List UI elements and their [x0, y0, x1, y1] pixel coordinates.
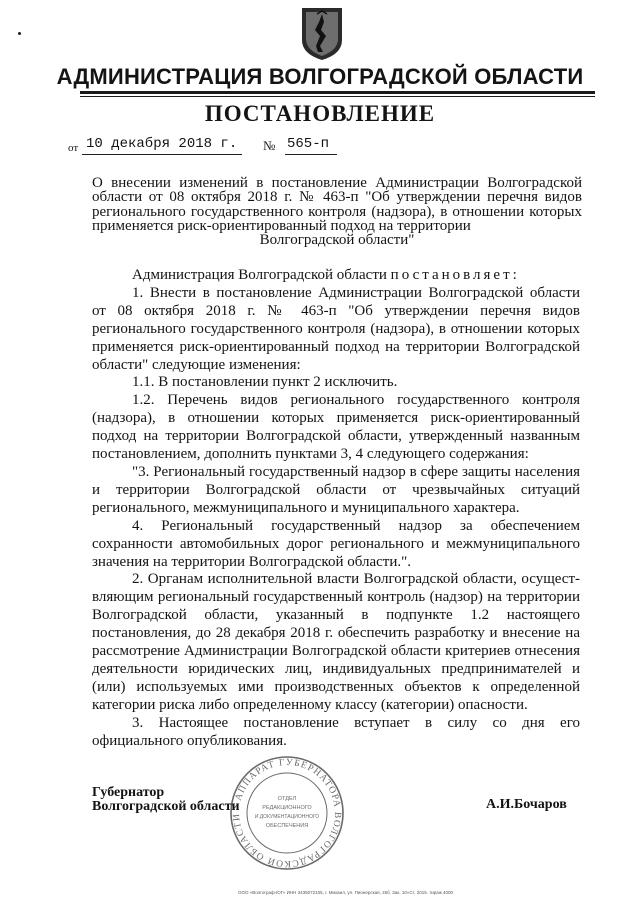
paragraph-2: 2. Органам исполнительной власти Волгоградской области, осущест-вляющим региональный государственный контроль (надзор) на территории Волгоградской области, указанный в подпункте 1.2 настоящего постановления, до 28 декабря 2018 г. обеспечить разработку и внесение на рассмотрение Администрации Волгоградской области критериев отнесения деятельности юридических лиц, индивидуальных предпринимателей и (или) используемых ими производственных объектов к определенной категории риска либо определенному классу (категории) опасности.	[92, 571, 580, 713]
paragraph-1-2: 1.2. Перечень видов регионального государственного контроля (надзора), в отношении которых применяется риск-ориентированный подход на территории Волгоградской области, утвержденный названным постановлением, дополнить пунктами 3, 4 следующего содержания:	[92, 392, 580, 463]
scan-speck	[18, 32, 21, 35]
date-prefix: от	[68, 142, 79, 154]
preamble	[92, 267, 580, 285]
seal-inner-line-2: РЕДАКЦИОННОГО	[262, 805, 312, 811]
number-underline	[285, 154, 337, 155]
preamble-decree: постановляет:	[390, 267, 520, 283]
signatory-region: Волгоградской области	[92, 799, 240, 814]
document-type: ПОСТАНОВЛЕНИЕ	[204, 101, 436, 126]
seal-inner-line-1: ОТДЕЛ	[277, 796, 297, 802]
signatory-name: А.И.Бочаров	[486, 797, 567, 812]
document-body	[92, 267, 580, 750]
paragraph-item-4: 4. Региональный государственный надзор за обеспечением сохранности автомобильных дорог регионального и межмуниципального значения на территории Волгоградской области.".	[92, 517, 580, 570]
preamble-start: Администрация Волгоградской области	[132, 267, 391, 283]
date-underline	[82, 154, 242, 155]
header-rule-thick	[80, 91, 595, 94]
paragraph-3: 3. Настоящее постановление вступает в силу со дня его официального опубликования.	[92, 714, 580, 749]
paragraph-item-3: "3. Региональный государственный надзор в сфере защиты населения и территории Волгоградской области от чрезвычайных ситуаций регионального, межмуниципального и муниципального характера.	[92, 463, 580, 516]
paragraph-1: 1. Внести в постановление Администрации Волгоградской области от 08 октября 2018 г. № 463-п "Об утверждении перечня видов регионального государственного контроля (надзора), в отношении которых применяется риск-ориентированный подход на территории Волгоградской области" следующие изменения:	[92, 284, 580, 373]
number-prefix: №	[263, 138, 276, 153]
seal-outer-text: АППАРАТ ГУБЕРНАТОРА ВОЛГОГРАДСКОЙ ОБЛАСТИ	[231, 757, 343, 869]
document-date: 10 декабря 2018 г.	[86, 136, 238, 152]
volgograd-coat-of-arms-icon	[300, 6, 344, 62]
seal-inner-line-3: И ДОКУМЕНТАЦИОННОГО	[254, 814, 320, 820]
document-number: 565-п	[287, 136, 330, 152]
document-subject	[92, 176, 582, 247]
printer-imprint: ООО «Волгограф-ЮГ» ИНН 3435072105, г. Михаил, ул. Пионерская, 26б. Зак. 10»Ст, 2015. тираж 4000	[238, 890, 454, 895]
official-seal-icon	[228, 754, 346, 872]
header-rule-thin	[80, 96, 595, 97]
organization-name: АДМИНИСТРАЦИЯ ВОЛГОГРАДСКОЙ ОБЛАСТИ	[56, 64, 584, 89]
subject-text: О внесении изменений в постановление Администрации Волгоградской области от 08 октября 2018 г. № 463-п "Об утверждении перечня видов регионального государственного контроля (надзора), в отношении которых применяется риск-ориентированный подход на территории	[92, 175, 582, 234]
seal-inner-line-4: ОБЕСПЕЧЕНИЯ	[265, 823, 309, 829]
paragraph-1-1: 1.1. В постановлении пункт 2 исключить.	[132, 374, 398, 391]
signatory-title: Губернатор	[92, 785, 165, 800]
subject-text-end: Волгоградской области"	[259, 232, 415, 249]
